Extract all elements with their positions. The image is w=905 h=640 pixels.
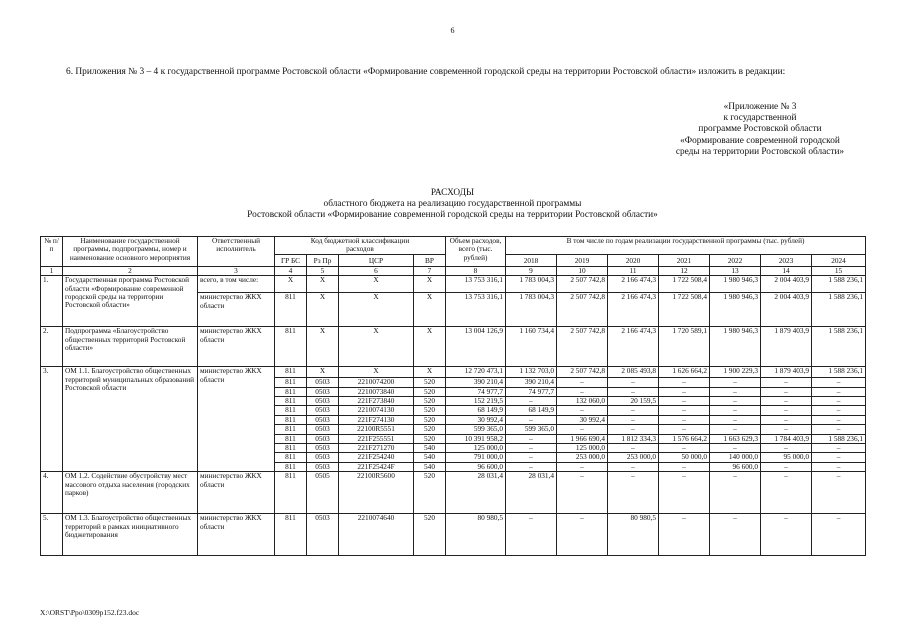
header-executor: Ответственный исполнитель [198, 237, 275, 267]
row-name: Подпрограмма «Благоустройство общественных территорий Ростовской области» [63, 327, 198, 367]
title-line: Ростовской области «Формирование современной городской среды на территории Ростовской области» [247, 210, 658, 221]
cell-year: – [506, 514, 557, 556]
header-row [41, 237, 866, 255]
cell-total: 13 004 126,9 [446, 327, 506, 367]
cell-csr: X [339, 293, 414, 327]
cell-year: 74 977,7 [506, 387, 557, 396]
cell-total: 152 219,5 [446, 397, 506, 406]
appendix-line: «Формирование современной городской [680, 135, 840, 146]
cell-year: 2 507 742,8 [557, 276, 608, 293]
cell-csr: 221F25424F [339, 462, 414, 471]
cell-year: – [608, 387, 659, 396]
cell-year: – [659, 415, 710, 424]
cell-year: – [659, 387, 710, 396]
cell-year: 80 980,5 [608, 514, 659, 556]
cell-year: – [812, 378, 866, 387]
cell-year: 2 507 742,8 [557, 367, 608, 378]
cell-year: 28 031,4 [506, 472, 557, 514]
cell-year: – [761, 472, 812, 514]
cell-total: 96 600,0 [446, 462, 506, 471]
intro-paragraph: 6. Приложения № 3 – 4 к государственной программе Ростовской области «Формирование современной городской среды на территории Ростовской области» изложить в редакции: [66, 67, 786, 77]
appendix-line: к государственной [723, 113, 797, 124]
cell-year: – [812, 425, 866, 434]
cell-year: – [659, 462, 710, 471]
cell-year: – [659, 425, 710, 434]
cell-rzpr: 0503 [307, 462, 339, 471]
cell-year: 1 980 946,3 [710, 327, 761, 367]
cell-year: 1 722 508,4 [659, 293, 710, 327]
cell-rzpr: X [307, 327, 339, 367]
cell-vr: 520 [414, 425, 446, 434]
cell-total: 12 720 473,1 [446, 367, 506, 378]
cell-year: 1 588 236,1 [812, 367, 866, 378]
cell-year: 1 722 508,4 [659, 276, 710, 293]
cell-year: – [506, 444, 557, 453]
cell-year: 1 588 236,1 [812, 276, 866, 293]
cell-vr: 520 [414, 472, 446, 514]
column-number: 11 [608, 266, 659, 275]
cell-total: 30 992,4 [446, 415, 506, 424]
header-name: Наименование государственной программы, подпрограммы, номер и наименование основного мероприятия [63, 237, 198, 267]
cell-year: 50 000,0 [659, 453, 710, 462]
cell-year: – [557, 406, 608, 415]
cell-rzpr: 0503 [307, 444, 339, 453]
cell-total: 390 210,4 [446, 378, 506, 387]
cell-csr: X [339, 367, 414, 378]
header-budget-code: Код бюджетной классификации расходов [275, 237, 446, 255]
cell-year: 2 166 474,3 [608, 276, 659, 293]
cell-year: 2 085 493,8 [608, 367, 659, 378]
row-number: 5. [41, 514, 63, 556]
cell-vr: 540 [414, 462, 446, 471]
cell-grbs: 811 [275, 444, 307, 453]
cell-year: 1 980 946,3 [710, 276, 761, 293]
column-number: 4 [275, 266, 307, 275]
cell-year: 1 783 004,3 [506, 276, 557, 293]
cell-rzpr: 0503 [307, 453, 339, 462]
column-number: 8 [446, 266, 506, 275]
cell-grbs: 811 [275, 434, 307, 443]
cell-total: 28 031,4 [446, 472, 506, 514]
cell-vr: 540 [414, 453, 446, 462]
cell-year: – [761, 406, 812, 415]
cell-year: – [506, 397, 557, 406]
cell-csr: 2210074130 [339, 406, 414, 415]
appendix-line: программе Ростовской области [698, 124, 822, 135]
cell-year: – [710, 425, 761, 434]
row-name: ОМ 1.2. Содействие обустройству мест массового отдыха населения (городских парков) [63, 472, 198, 514]
cell-year: 1 588 236,1 [812, 327, 866, 367]
cell-year: – [710, 397, 761, 406]
column-number: 1 [41, 266, 63, 275]
table-row [41, 276, 866, 293]
cell-year: 1 720 589,1 [659, 327, 710, 367]
cell-year: – [710, 514, 761, 556]
cell-grbs: 811 [275, 327, 307, 367]
cell-year: 2 507 742,8 [557, 293, 608, 327]
header-year: 2022 [710, 254, 761, 266]
cell-grbs: 811 [275, 472, 307, 514]
cell-year: – [557, 462, 608, 471]
cell-year: – [812, 514, 866, 556]
cell-total: 599 365,0 [446, 425, 506, 434]
header-year: 2024 [812, 254, 866, 266]
cell-csr: 22100R5551 [339, 425, 414, 434]
cell-year: 253 000,0 [608, 453, 659, 462]
cell-csr: 221F271270 [339, 444, 414, 453]
cell-year: – [557, 472, 608, 514]
cell-year: – [557, 378, 608, 387]
table-row [41, 367, 866, 378]
cell-year: – [557, 387, 608, 396]
cell-year: – [557, 425, 608, 434]
cell-vr: X [414, 293, 446, 327]
cell-year: 2 166 474,3 [608, 293, 659, 327]
cell-grbs: 811 [275, 453, 307, 462]
cell-year: – [506, 434, 557, 443]
appendix-heading [655, 102, 865, 158]
cell-vr: 520 [414, 387, 446, 396]
cell-vr: 520 [414, 514, 446, 556]
cell-year: – [812, 472, 866, 514]
row-name: ОМ 1.1. Благоустройство общественных территорий муниципальных образований Ростовской области [63, 367, 198, 472]
cell-year: – [506, 462, 557, 471]
page-number: 6 [450, 26, 455, 35]
cell-year: 2 004 403,9 [761, 293, 812, 327]
cell-year: 95 000,0 [761, 453, 812, 462]
cell-year: – [710, 415, 761, 424]
cell-grbs: 811 [275, 367, 307, 378]
cell-vr: X [414, 276, 446, 293]
header-rzpr: Рз Пр [307, 254, 339, 266]
cell-rzpr: 0505 [307, 472, 339, 514]
cell-year: – [710, 387, 761, 396]
header-year: 2021 [659, 254, 710, 266]
header-years-caption: В том числе по годам реализации государственной программы (тыс. рублей) [506, 237, 866, 255]
cell-year: 1 879 403,9 [761, 327, 812, 367]
table-row [41, 472, 866, 514]
cell-grbs: 811 [275, 378, 307, 387]
cell-csr: 221F255551 [339, 434, 414, 443]
cell-rzpr: 0503 [307, 425, 339, 434]
cell-year: – [557, 514, 608, 556]
cell-rzpr: X [307, 293, 339, 327]
cell-year: – [761, 397, 812, 406]
cell-year: 20 159,5 [608, 397, 659, 406]
cell-year: – [710, 444, 761, 453]
cell-vr: X [414, 367, 446, 378]
column-number: 12 [659, 266, 710, 275]
row-number: 2. [41, 327, 63, 367]
header-num: № п/п [41, 237, 63, 267]
cell-grbs: 811 [275, 514, 307, 556]
cell-year: – [761, 415, 812, 424]
cell-grbs: 811 [275, 387, 307, 396]
title-line: областного бюджета на реализацию государственной программы [323, 199, 582, 210]
row-name: Государственная программа Ростовской области «Формирование современной городской среды на территории Ростовской области» [63, 276, 198, 327]
cell-grbs: X [275, 276, 307, 293]
row-executor: министерство ЖКХ области [198, 327, 275, 367]
cell-year: 390 210,4 [506, 378, 557, 387]
cell-grbs: 811 [275, 425, 307, 434]
cell-year: 1 966 690,4 [557, 434, 608, 443]
cell-year: 140 000,0 [710, 453, 761, 462]
header-total: Объем расходов, всего (тыс. рублей) [446, 237, 506, 267]
cell-year: 1 588 236,1 [812, 434, 866, 443]
cell-year: – [608, 406, 659, 415]
row-executor: всего, в том числе: [198, 276, 275, 293]
cell-rzpr: 0503 [307, 387, 339, 396]
cell-year: – [608, 462, 659, 471]
cell-year: – [710, 378, 761, 387]
title-line: РАСХОДЫ [430, 188, 475, 198]
file-path-footer: X:\ORST\Ppo\0309p152.f23.doc [40, 608, 140, 617]
cell-rzpr: 0503 [307, 434, 339, 443]
cell-year: – [761, 378, 812, 387]
cell-csr: 221F273840 [339, 397, 414, 406]
cell-total: 68 149,9 [446, 406, 506, 415]
cell-year: – [608, 472, 659, 514]
header-csr: ЦСР [339, 254, 414, 266]
cell-csr: 221F274130 [339, 415, 414, 424]
cell-year: – [761, 387, 812, 396]
appendix-line: среды на территории Ростовской области» [675, 146, 845, 157]
cell-grbs: 811 [275, 462, 307, 471]
header-year: 2020 [608, 254, 659, 266]
cell-year: 253 000,0 [557, 453, 608, 462]
column-number: 6 [339, 266, 414, 275]
cell-year: – [659, 397, 710, 406]
cell-rzpr: 0503 [307, 514, 339, 556]
cell-year: – [659, 514, 710, 556]
cell-csr: 2210074640 [339, 514, 414, 556]
row-number: 3. [41, 367, 63, 472]
cell-year: – [812, 444, 866, 453]
cell-grbs: 811 [275, 406, 307, 415]
cell-year: 30 992,4 [557, 415, 608, 424]
cell-year: 1 626 664,2 [659, 367, 710, 378]
row-executor: министерство ЖКХ области [198, 367, 275, 472]
header-year: 2019 [557, 254, 608, 266]
cell-year: – [761, 462, 812, 471]
column-number: 10 [557, 266, 608, 275]
cell-year: – [659, 444, 710, 453]
cell-total: 10 391 958,2 [446, 434, 506, 443]
column-number: 14 [761, 266, 812, 275]
cell-grbs: 811 [275, 415, 307, 424]
header-grbs: ГР БС [275, 254, 307, 266]
cell-year: 1 980 946,3 [710, 293, 761, 327]
cell-total: 74 977,7 [446, 387, 506, 396]
cell-year: 1 588 236,1 [812, 293, 866, 327]
cell-year: 1 663 629,3 [710, 434, 761, 443]
cell-grbs: 811 [275, 397, 307, 406]
row-number: 1. [41, 276, 63, 327]
cell-csr: 22100R5600 [339, 472, 414, 514]
header-vr: ВР [414, 254, 446, 266]
cell-vr: 520 [414, 415, 446, 424]
column-number: 2 [63, 266, 198, 275]
cell-year: 1 900 229,3 [710, 367, 761, 378]
row-executor: министерство ЖКХ области [198, 472, 275, 514]
cell-year: 68 149,9 [506, 406, 557, 415]
cell-year: 1 783 004,3 [506, 293, 557, 327]
cell-vr: 520 [414, 397, 446, 406]
table-row [41, 514, 866, 556]
column-number: 7 [414, 266, 446, 275]
cell-year: – [710, 406, 761, 415]
cell-year: – [710, 472, 761, 514]
column-number-row [41, 266, 866, 275]
cell-total: 13 753 316,1 [446, 293, 506, 327]
table-row [41, 327, 866, 367]
cell-year: – [761, 425, 812, 434]
header-year: 2023 [761, 254, 812, 266]
cell-year: 1 160 734,4 [506, 327, 557, 367]
cell-year: – [812, 397, 866, 406]
row-executor: министерство ЖКХ области [198, 293, 275, 327]
document-title [0, 188, 905, 222]
cell-year: 1 784 403,9 [761, 434, 812, 443]
cell-year: 1 132 703,0 [506, 367, 557, 378]
cell-total: 125 000,0 [446, 444, 506, 453]
expenditure-table [40, 236, 866, 556]
column-number: 15 [812, 266, 866, 275]
cell-rzpr: 0503 [307, 406, 339, 415]
cell-year: – [761, 514, 812, 556]
cell-total: 13 753 316,1 [446, 276, 506, 293]
cell-year: 2 507 742,8 [557, 327, 608, 367]
appendix-line: «Приложение № 3 [723, 102, 797, 112]
column-number: 3 [198, 266, 275, 275]
cell-year: – [659, 378, 710, 387]
cell-vr: X [414, 327, 446, 367]
cell-vr: 520 [414, 378, 446, 387]
cell-year: – [812, 415, 866, 424]
cell-year: 125 000,0 [557, 444, 608, 453]
row-executor: министерство ЖКХ области [198, 514, 275, 556]
cell-year: 1 812 334,3 [608, 434, 659, 443]
cell-csr: X [339, 327, 414, 367]
cell-vr: 520 [414, 406, 446, 415]
cell-year: – [608, 425, 659, 434]
cell-year: 132 060,0 [557, 397, 608, 406]
cell-rzpr: 0503 [307, 397, 339, 406]
header-year: 2018 [506, 254, 557, 266]
cell-csr: 2210074200 [339, 378, 414, 387]
cell-year: – [608, 444, 659, 453]
cell-rzpr: X [307, 276, 339, 293]
cell-year: – [812, 387, 866, 396]
cell-csr: 221F254240 [339, 453, 414, 462]
cell-year: 1 576 664,2 [659, 434, 710, 443]
cell-year: – [608, 415, 659, 424]
cell-year: – [812, 453, 866, 462]
cell-csr: 2210073840 [339, 387, 414, 396]
column-number: 5 [307, 266, 339, 275]
cell-year: – [659, 406, 710, 415]
cell-rzpr: 0503 [307, 415, 339, 424]
cell-rzpr: 0503 [307, 378, 339, 387]
row-number: 4. [41, 472, 63, 514]
cell-total: 80 980,5 [446, 514, 506, 556]
column-number: 9 [506, 266, 557, 275]
cell-year: – [761, 444, 812, 453]
cell-year: 2 004 403,9 [761, 276, 812, 293]
cell-year: – [659, 472, 710, 514]
row-name: ОМ 1.3. Благоустройство общественных территорий в рамках инициативного бюджетирования [63, 514, 198, 556]
cell-vr: 520 [414, 434, 446, 443]
cell-vr: 540 [414, 444, 446, 453]
cell-year: – [506, 415, 557, 424]
cell-year: – [506, 453, 557, 462]
cell-year: 599 365,0 [506, 425, 557, 434]
cell-rzpr: X [307, 367, 339, 378]
cell-year: 1 879 403,9 [761, 367, 812, 378]
cell-year: 96 600,0 [710, 462, 761, 471]
cell-total: 791 000,0 [446, 453, 506, 462]
cell-grbs: 811 [275, 293, 307, 327]
cell-csr: X [339, 276, 414, 293]
cell-year: 2 166 474,3 [608, 327, 659, 367]
cell-year: – [608, 378, 659, 387]
cell-year: – [812, 406, 866, 415]
cell-year: – [812, 462, 866, 471]
column-number: 13 [710, 266, 761, 275]
